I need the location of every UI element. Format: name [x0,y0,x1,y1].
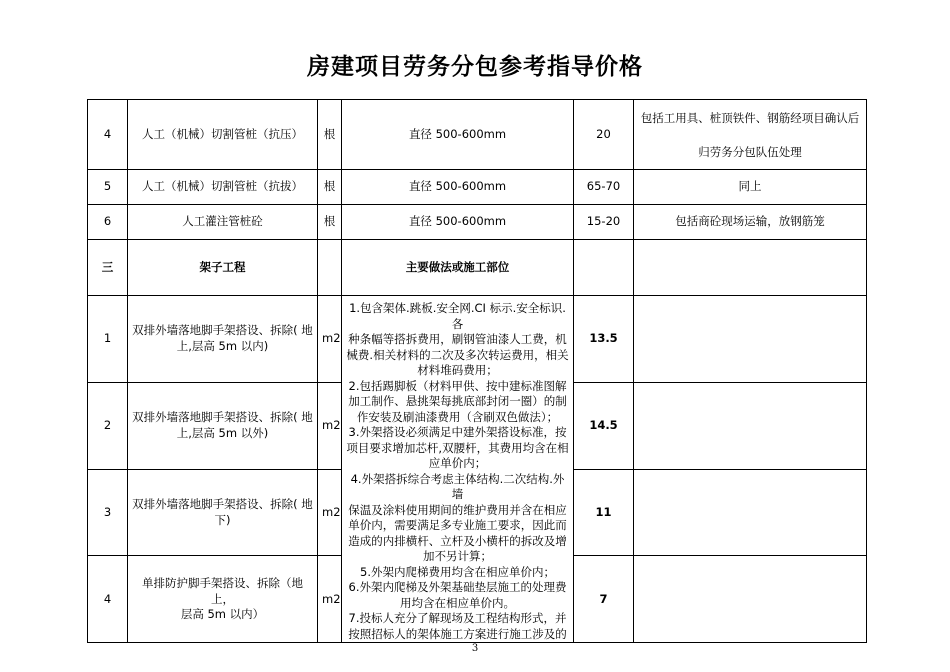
item-line: 单排防护脚手架搭设、拆除（地上， [142,576,303,606]
item-line: 上,层高 5m 以内) [176,338,269,353]
row-number: 5 [88,170,128,205]
note-line: 加不另计算； [423,549,492,564]
unit: m2 [318,469,342,556]
note-line: 3.外架搭设必须满足中建外架搭设标准，按 [348,425,567,440]
item-name [128,469,318,556]
price-table [87,99,867,643]
price: 14.5 [574,382,634,469]
unit: 根 [318,205,342,240]
item-line: 双排外墙落地脚手架搭设、拆除( 地 [132,497,313,512]
table-row [88,170,867,205]
spec: 直径 500-600mm [342,100,574,170]
item-line: 层高 5m 以内） [180,607,265,622]
table-row [88,296,867,383]
price: 65-70 [574,170,634,205]
row-number: 6 [88,205,128,240]
item-line: 上,层高 5m 以外) [176,425,269,440]
note [634,556,867,643]
page-number: 3 [471,643,479,654]
note-line: 按照招标人的架体施工方案进行施工涉及的 [348,626,567,641]
price: 13.5 [574,296,634,383]
note [634,469,867,556]
empty-cell [634,240,867,296]
item-name [128,382,318,469]
note-line: 1.包含架体.跳板.安全网.CI 标示.安全标识.各 [349,301,566,331]
empty-cell [318,240,342,296]
table-row [88,205,867,240]
scaffold-notes [342,296,574,643]
spec: 直径 500-600mm [342,205,574,240]
section-header-row [88,240,867,296]
item-name [128,556,318,643]
item-name: 人工（机械）切割管桩（抗压） [128,100,318,170]
row-number: 4 [88,556,128,643]
note-line: 加工制作、悬挑架每挑底部封闭一圈）的制 [348,394,567,409]
price: 11 [574,469,634,556]
note-line: 造成的内排横杆、立杆及小横杆的拆改及增 [348,533,567,548]
note [634,296,867,383]
page-title: 房建项目劳务分包参考指导价格 [307,54,643,80]
empty-cell [574,240,634,296]
table-row [88,100,867,170]
unit: m2 [318,296,342,383]
section-number: 三 [88,240,128,296]
note-line: 6.外架内爬梯及外架基础垫层施工的处理费 [348,580,567,595]
unit: 根 [318,170,342,205]
note-line: 项目要求增加芯杆,双腰杆，其费用均含在相 [346,440,569,455]
note-line: 包括工用具、桩顶铁件、钢筋经项目确认后 [640,110,860,125]
item-line: 双排外墙落地脚手架搭设、拆除( 地 [132,410,313,425]
note [634,382,867,469]
price: 15-20 [574,205,634,240]
note-line: 7.投标人充分了解现场及工程结构形式，并 [348,611,567,626]
item-name: 人工灌注管桩砼 [128,205,318,240]
spec: 直径 500-600mm [342,170,574,205]
row-number: 2 [88,382,128,469]
note-line: 2.包括踢脚板（材料甲供、按中建标准图解 [348,378,567,393]
note-line: 单价内，需要满足多专业施工要求，因此而 [348,518,567,533]
unit: 根 [318,100,342,170]
note-line: 应单价内； [428,456,487,471]
price: 20 [574,100,634,170]
unit: m2 [318,382,342,469]
price: 7 [574,556,634,643]
note: 包括商砼现场运输，放钢筋笼 [634,205,867,240]
note-line: 作安装及刷油漆费用（含刷双色做法）； [356,409,559,424]
note-line: 种条幅等搭拆费用，刷钢管油漆人工费，机 [348,332,567,347]
item-line: 下) [214,512,231,527]
row-number: 3 [88,469,128,556]
item-name [128,296,318,383]
note-line: 5.外架内爬梯费用均含在相应单价内； [360,564,555,579]
item-line: 双排外墙落地脚手架搭设、拆除( 地 [132,323,313,338]
note-line: 械费.相关材料的二次及多次转运费用，相关 [346,347,569,362]
spec-header: 主要做法或施工部位 [342,240,574,296]
note-line: 用均含在相应单价内。 [400,595,515,610]
note-line: 4.外架搭拆综合考虑主体结构.二次结构.外墙 [350,471,565,502]
unit: m2 [318,556,342,643]
note-line: 归劳务分包队伍处理 [698,144,802,159]
item-name: 人工（机械）切割管桩（抗拔） [128,170,318,205]
row-number: 1 [88,296,128,383]
note-line: 保温及涂料使用期间的维护费用并含在相应 [348,502,567,517]
section-title: 架子工程 [128,240,318,296]
note [634,100,867,170]
row-number: 4 [88,100,128,170]
note: 同上 [634,170,867,205]
note-line: 材料堆码费用； [417,363,498,378]
